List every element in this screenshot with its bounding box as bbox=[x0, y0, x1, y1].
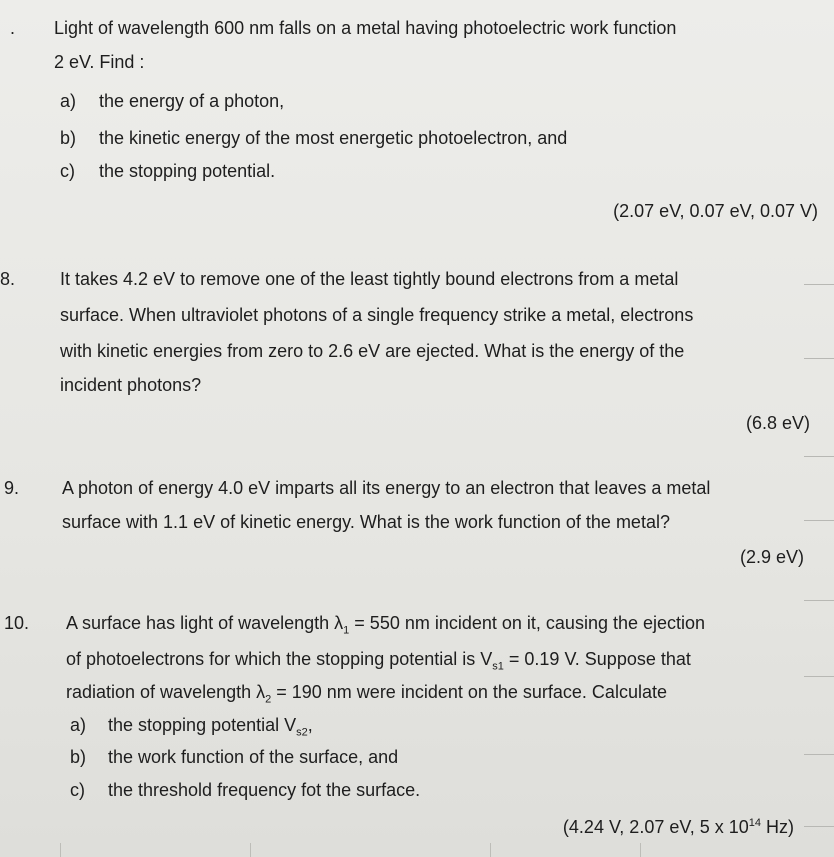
ruled-tick bbox=[640, 843, 641, 857]
part-label: b) bbox=[70, 747, 87, 767]
question-number: . bbox=[10, 18, 16, 38]
ruled-line bbox=[804, 826, 834, 827]
question-text: surface with 1.1 eV of kinetic energy. What is the work function of the metal? bbox=[62, 512, 670, 532]
part-text: the work function of the surface, and bbox=[108, 747, 399, 767]
ruled-line bbox=[804, 600, 834, 601]
part-label: a) bbox=[70, 715, 87, 735]
question-number: 10. bbox=[4, 613, 30, 633]
part-text: the stopping potential. bbox=[99, 161, 276, 181]
part-label: b) bbox=[60, 128, 77, 148]
question-text: A photon of energy 4.0 eV imparts all its energy to an electron that leaves a metal bbox=[62, 478, 711, 498]
question-number: 8. bbox=[0, 269, 16, 289]
question-text: 2 eV. Find : bbox=[54, 52, 145, 72]
part-text: the threshold frequency fot the surface. bbox=[108, 780, 421, 800]
ruled-line bbox=[804, 676, 834, 677]
part-label: c) bbox=[70, 780, 85, 800]
ruled-line bbox=[804, 754, 834, 755]
question-text: with kinetic energies from zero to 2.6 eV are ejected. What is the energy of the bbox=[60, 341, 685, 361]
question-text: surface. When ultraviolet photons of a single frequency strike a metal, electrons bbox=[60, 305, 694, 325]
question-text: A surface has light of wavelength $\lambda_1 = 550$ nm incident on it, causing the ejection bbox=[66, 613, 706, 637]
ruled-tick bbox=[490, 843, 491, 857]
lambda-symbol: λ bbox=[256, 682, 266, 702]
answer: (2.07 eV, 0.07 eV, 0.07 V) bbox=[613, 201, 818, 221]
ruled-tick bbox=[250, 843, 251, 857]
part-text: the stopping potential $V_{s2}$, bbox=[108, 715, 313, 739]
question-number: 9. bbox=[4, 478, 20, 498]
part-text: the energy of a photon, bbox=[99, 91, 285, 111]
ruled-tick bbox=[60, 843, 61, 857]
answer: (4.24 V, 2.07 eV, 5 x $10^{14}$ Hz) bbox=[562, 817, 794, 837]
answer: (6.8 eV) bbox=[745, 413, 810, 433]
ruled-line bbox=[804, 284, 834, 285]
question-text: It takes 4.2 eV to remove one of the least tightly bound electrons from a metal bbox=[60, 269, 679, 289]
ruled-line bbox=[804, 358, 834, 359]
part-label: c) bbox=[60, 161, 75, 181]
question-text: incident photons? bbox=[60, 375, 202, 395]
ruled-line bbox=[804, 456, 834, 457]
ruled-line bbox=[804, 520, 834, 521]
part-text: the kinetic energy of the most energetic photoelectron, and bbox=[99, 128, 568, 148]
answer: (2.9 eV) bbox=[739, 547, 804, 567]
question-text: Light of wavelength 600 nm falls on a metal having photoelectric work function bbox=[54, 18, 677, 38]
question-text: radiation of wavelength $\lambda_2 = 190$ nm were incident on the surface. Calculate bbox=[66, 682, 667, 706]
part-label: a) bbox=[60, 91, 77, 111]
question-text: of photoelectrons for which the stopping potential is $V_{s1} = 0.19$ V. Suppose that bbox=[66, 649, 691, 673]
lambda-symbol: λ bbox=[334, 613, 344, 633]
